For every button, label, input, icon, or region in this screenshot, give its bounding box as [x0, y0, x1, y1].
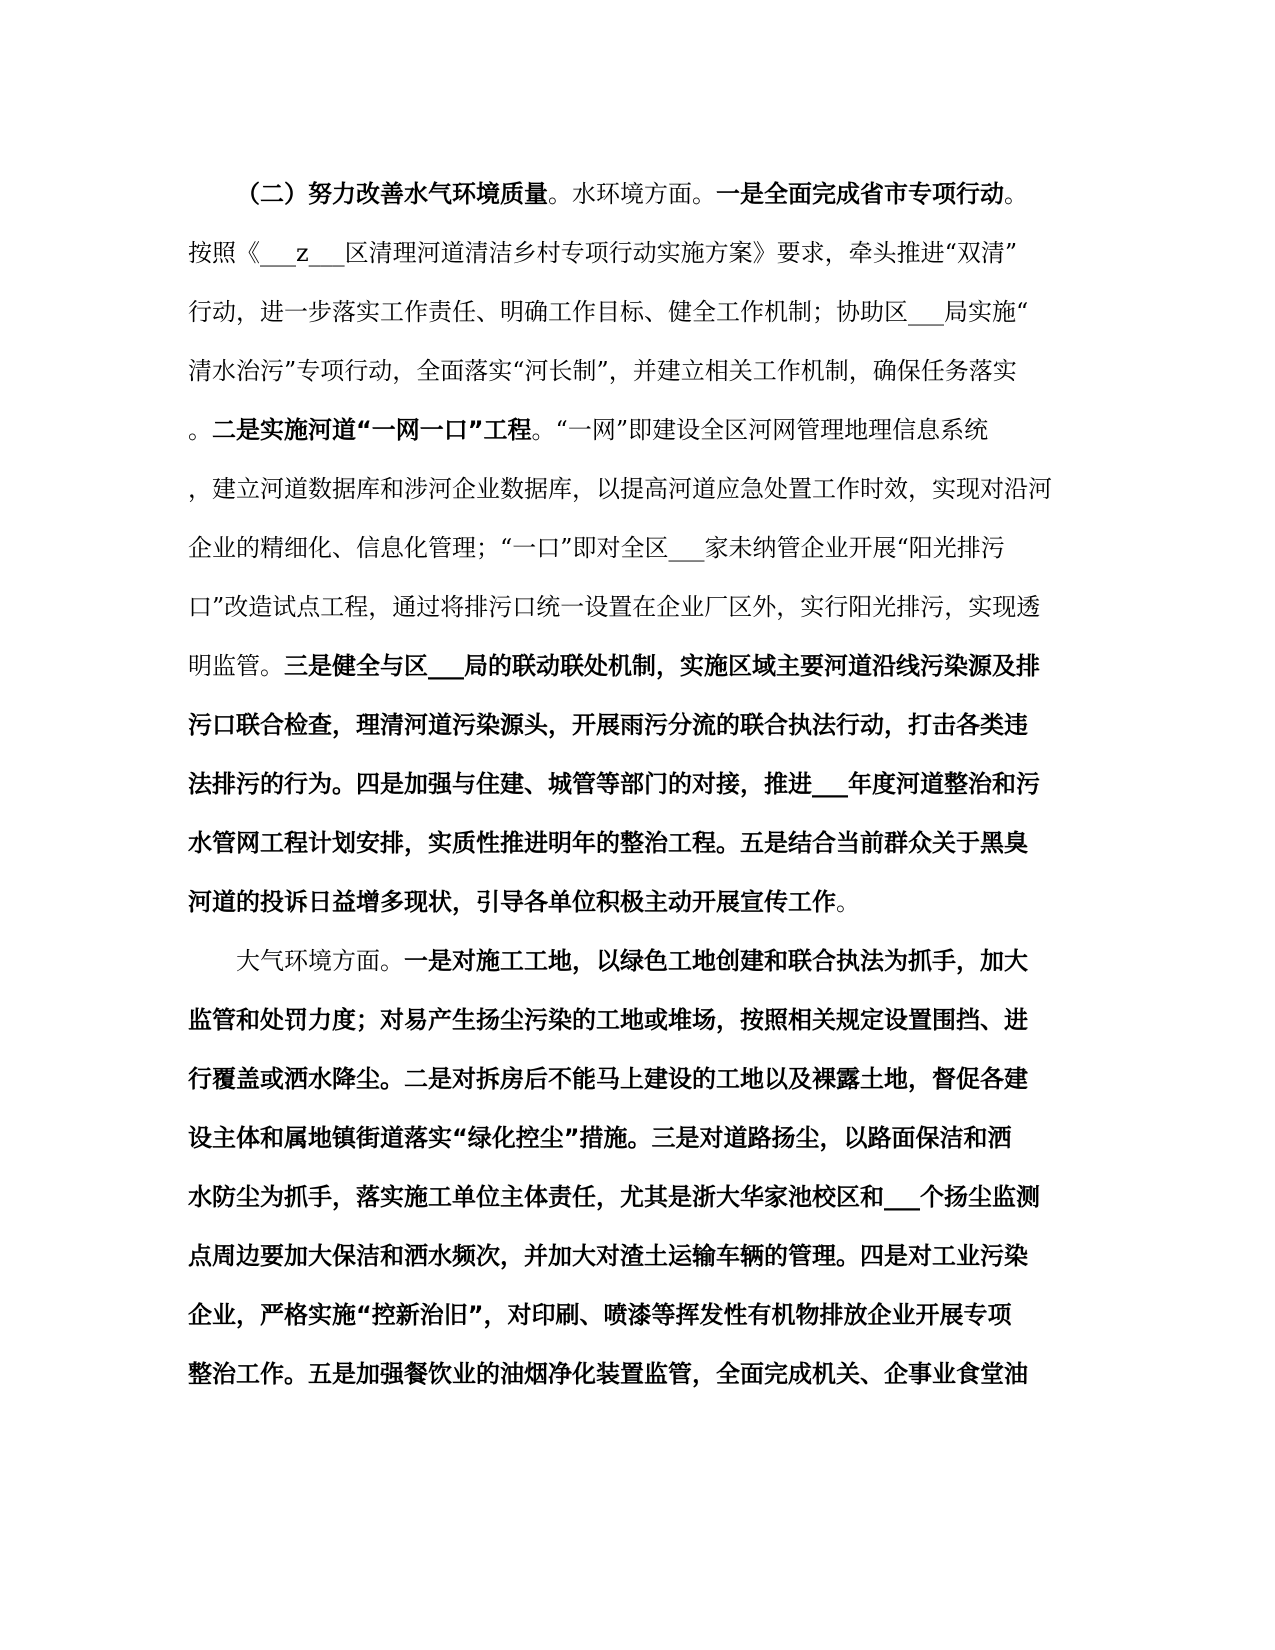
bold-text-run: 一是全面完成省市专项行动 — [716, 180, 1004, 208]
text-run: 口”改造试点工程，通过将排污口统一设置在企业厂区外，实行阳光排污，实现透 — [188, 593, 1041, 621]
bold-text-run: 二是实施河道“一网一口”工程 — [212, 416, 532, 444]
text-line — [188, 1227, 1088, 1286]
bold-text-run: （二）努力改善水气环境质量 — [236, 180, 548, 208]
text-line — [188, 519, 1088, 578]
text-line — [188, 1168, 1088, 1227]
text-run: ，建立河道数据库和涉河企业数据库，以提高河道应急处置工作时效，实现对沿河 — [188, 475, 1052, 503]
text-line — [188, 224, 1088, 283]
text-run: 大气环境方面。 — [236, 947, 404, 975]
text-line — [188, 1050, 1088, 1109]
text-line — [188, 342, 1088, 401]
text-run: 。 — [188, 416, 212, 444]
bold-text-run: 行覆盖或洒水降尘。二是对拆房后不能马上建设的工地以及裸露土地，督促各建 — [188, 1065, 1028, 1093]
bold-text-run: 河道的投诉日益增多现状，引导各单位积极主动开展宣传工作 — [188, 888, 836, 916]
text-line — [188, 637, 1088, 696]
text-line — [188, 932, 1088, 991]
text-line — [188, 401, 1088, 460]
bold-text-run: 监管和处罚力度；对易产生扬尘污染的工地或堆场，按照相关规定设置围挡、进 — [188, 1006, 1028, 1034]
text-run: 。 — [836, 888, 860, 916]
text-line — [188, 1286, 1088, 1345]
text-line — [188, 578, 1088, 637]
text-run: 行动，进一步落实工作责任、明确工作目标、健全工作机制；协助区___局实施“ — [188, 298, 1029, 326]
text-line — [188, 1109, 1088, 1168]
text-line — [188, 814, 1088, 873]
document-body — [188, 165, 1088, 1404]
bold-text-run: 水管网工程计划安排，实质性推进明年的整治工程。五是结合当前群众关于黑臭 — [188, 829, 1028, 857]
paragraph-air-environment — [188, 932, 1088, 1404]
text-run: 按照《___z___区清理河道清洁乡村专项行动实施方案》要求，牵头推进“双清” — [188, 239, 1018, 267]
bold-text-run: 污口联合检查，理清河道污染源头，开展雨污分流的联合执法行动，打击各类违 — [188, 711, 1028, 739]
bold-text-run: 水防尘为抓手，落实施工单位主体责任，尤其是浙大华家池校区和___个扬尘监测 — [188, 1183, 1040, 1211]
text-line — [188, 460, 1088, 519]
text-run: 明监管。 — [188, 652, 284, 680]
text-run: 。水环境方面。 — [548, 180, 716, 208]
bold-text-run: 企业，严格实施“控新治旧”，对印刷、喷漆等挥发性有机物排放企业开展专项 — [188, 1301, 1012, 1329]
text-line — [188, 991, 1088, 1050]
paragraph-water-environment — [188, 165, 1088, 932]
text-line — [188, 696, 1088, 755]
bold-text-run: 三是健全与区___局的联动联处机制，实施区域主要河道沿线污染源及排 — [284, 652, 1040, 680]
text-line — [188, 165, 1088, 224]
text-run: 企业的精细化、信息化管理；“一口”即对全区___家未纳管企业开展“阳光排污 — [188, 534, 1005, 562]
bold-text-run: 一是对施工工地，以绿色工地创建和联合执法为抓手，加大 — [404, 947, 1028, 975]
text-line — [188, 873, 1088, 932]
bold-text-run: 法排污的行为。四是加强与住建、城管等部门的对接，推进___年度河道整治和污 — [188, 770, 1040, 798]
bold-text-run: 整治工作。五是加强餐饮业的油烟净化装置监管，全面完成机关、企事业食堂油 — [188, 1360, 1028, 1388]
bold-text-run: 设主体和属地镇街道落实“绿化控尘”措施。三是对道路扬尘，以路面保洁和洒 — [188, 1124, 1012, 1152]
text-run: 。“一网”即建设全区河网管理地理信息系统 — [531, 416, 989, 444]
text-line — [188, 283, 1088, 342]
text-run: 清水治污”专项行动，全面落实“河长制”，并建立相关工作机制，确保任务落实 — [188, 357, 1017, 385]
text-line — [188, 755, 1088, 814]
text-run: 。 — [1004, 180, 1028, 208]
bold-text-run: 点周边要加大保洁和洒水频次，并加大对渣土运输车辆的管理。四是对工业污染 — [188, 1242, 1028, 1270]
text-line — [188, 1345, 1088, 1404]
